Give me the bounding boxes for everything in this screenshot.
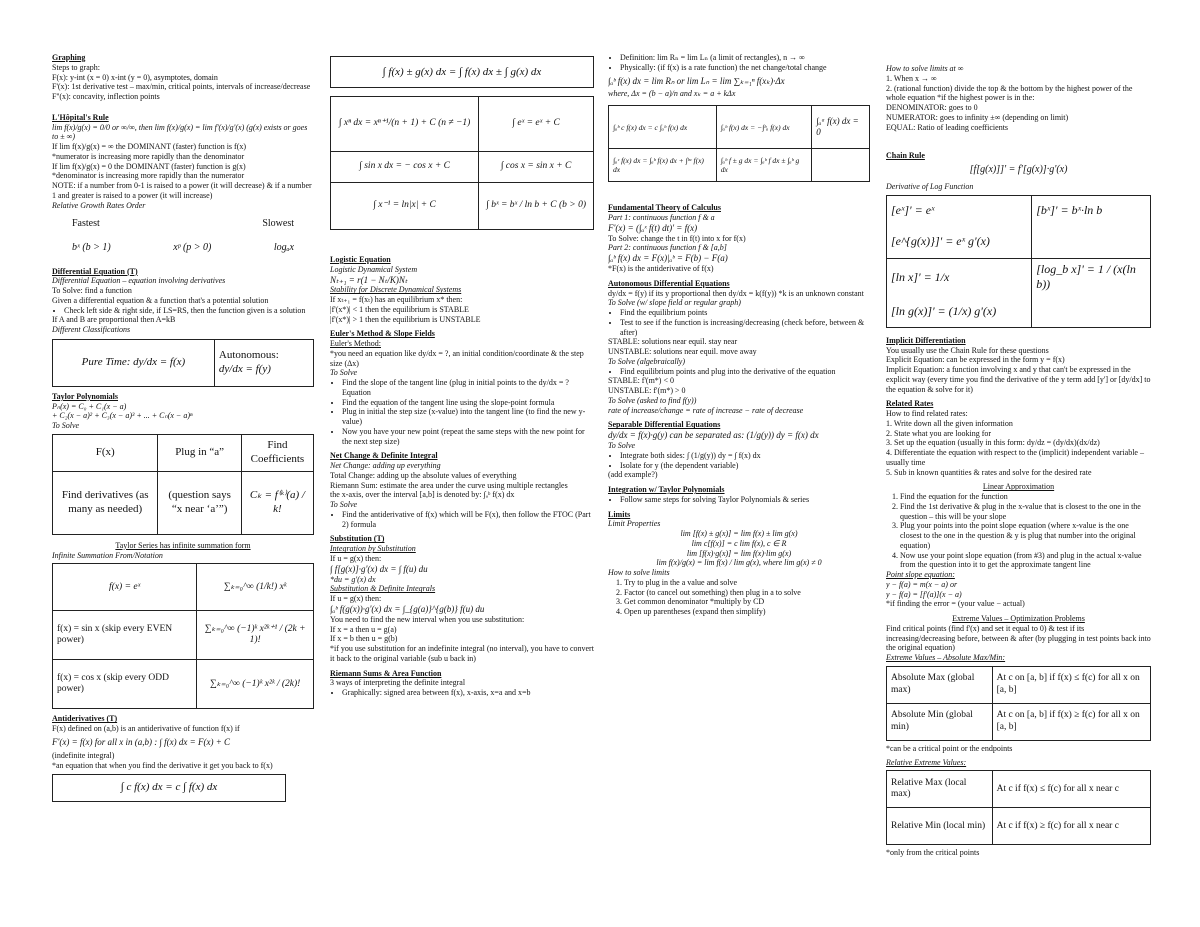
deriv-cell: [1032, 224, 1151, 259]
ftc-heading: Fundamental Theory of Calculus: [608, 203, 721, 213]
limits-step: 2. Factor (to cancel out something) then plug in a to solve: [624, 588, 870, 598]
subst-line: If x = b then u = g(b): [330, 634, 398, 644]
logistic-line: Nₜ₊₁ = r(1 − Nₜ/K)Nₜ: [330, 274, 408, 285]
integ-taylor-step: • Follow same steps for solving Taylor Polynomials & series: [620, 495, 870, 505]
ftc-line: F'(x) = (∫ₐˣ f(t) dt)' = f(x): [608, 222, 698, 233]
netchange-line: Total Change: adding up the absolute values of everything: [330, 470, 517, 480]
sep-line: dy/dx = f(x)·g(y) can be separated as: (1/g(y)) dy = f(x) dx: [608, 430, 819, 441]
limits-step: 1. Try to plug in the a value and solve: [624, 578, 870, 588]
ftc-line: Part 1: continuous function f & a: [608, 212, 715, 222]
taylor-header-cell: Find Coefficients: [241, 434, 313, 471]
growth-rates-header: [72, 218, 294, 230]
subst-line: If u = g(x) then:: [330, 594, 382, 604]
logistic-line: |f'(x*)| < 1 then the equilibrium is STABLE: [330, 304, 469, 314]
netchange-line: the x-axis, over the interval [a,b] is denoted by: ∫ₐᵇ f(x) dx: [330, 490, 515, 500]
ade-heading: Autonomous Differential Equations: [608, 278, 730, 288]
inf-line: NUMERATOR: goes to infinity ±∞ (depending on limit): [886, 112, 1069, 122]
lhopital-list: [52, 123, 314, 201]
opt-heading: Extreme Values – Optimization Problems: [952, 614, 1085, 624]
extrema-cell: Relative Max (local max): [887, 771, 993, 808]
ade-line: STABLE: f'(m*) < 0: [608, 376, 674, 386]
autonomous-label: Autonomous:: [218, 349, 279, 362]
absolute-extrema-table: [886, 666, 1151, 741]
pure-time-cell: Pure Time: dy/dx = f(x): [53, 339, 215, 386]
deriv-cell: [log_b x]' = 1 / (x(ln b)): [1032, 258, 1151, 295]
logistic-line: If xₜ₊₁ = f(xₜ) has an equilibrium x* then:: [330, 295, 463, 305]
riemann-heading: Riemann Sums & Area Function: [330, 668, 442, 678]
property-cell: [812, 149, 870, 182]
property-cell: ∫ₐᶜ f(x) dx = ∫ₐᵇ f(x) dx + ∫ᵇᶜ f(x) dx: [609, 149, 717, 182]
deriv-cell: [bˣ]' = bˣ·ln b: [1032, 195, 1151, 224]
inf-line: DENOMINATOR: goes to 0: [886, 103, 978, 112]
subst-line: *du = g'(x) dx: [330, 574, 376, 584]
implicit-line: Implicit Equation: a function involving x and y that can't be expressed in the explicit way (every time you find the derivative of the y term add [y'] or [dy/dx] to the equation & solve for it): [886, 365, 1151, 394]
graphing-list: [52, 63, 314, 102]
subst-line: You need to find the new interval when you use substitution:: [330, 614, 525, 624]
ftc-line: ∫ₐᵇ f(x) dx = F(x)|ₐᵇ = F(b) − F(a): [608, 253, 728, 264]
ade-line: rate of increase/change = rate of increase − rate of decrease: [608, 405, 804, 415]
deriv-cell: [ln x]' = 1/x: [887, 258, 1032, 295]
chain-heading: Chain Rule: [886, 151, 925, 161]
deriv-log-label: Derivative of Log Function: [886, 182, 974, 192]
subst-line: ∫ f[g(x)]·g'(x) dx = ∫ f(u) du: [330, 563, 428, 574]
netchange-heading: Net Change & Definite Integral: [330, 451, 438, 461]
subst-line: Integration by Substitution: [330, 544, 416, 554]
lhopital-line: *numerator is increasing more rapidly than the denominator: [52, 151, 245, 161]
column-4: [886, 0, 1151, 927]
antideriv-line: F'(x) = f(x) for all x in (a,b) : ∫ f(x) dx = F(x) + C: [52, 736, 231, 747]
limits-step: 4. Open up parentheses (expand then simplify): [624, 607, 870, 617]
extrema-cell: Relative Min (local min): [887, 808, 993, 845]
taylor-header-cell: Plug in “a”: [158, 434, 241, 471]
opt-line: Find critical points (find f'(x) and set it equal to 0) & test if its increasing/decreasing before, between & after (by plugging in test points back into the original equation): [886, 623, 1151, 653]
related-line: 4. Differentiate the equation with respect to the (implicit) independent variable – usually time: [886, 448, 1144, 467]
linear-step: 3. Plug your points into the point slope equation (where x-value is the one closest to the one in the question & y is plug that number into the original equation): [900, 521, 1151, 550]
implicit-line: Explicit Equation: can be expressed in the form y = f(x): [886, 355, 1065, 365]
limits-step: 3. Get common denominator *multiply by CD: [624, 597, 870, 607]
taylor-header-cell: F(x): [53, 434, 158, 471]
subst-line: If x = a then u = g(a): [330, 624, 397, 634]
subst-line: Substitution & Definite Integrals: [330, 584, 436, 594]
series-sum-cell: ∑ₖ₌₀^∞ (1/k!) xᵏ: [197, 564, 314, 611]
limits-line: lim c[f(x)] = c lim f(x), c ∈ R: [691, 538, 787, 548]
diffeq-line: Different Classifications: [52, 325, 131, 335]
sep-heading: Separable Differential Equations: [608, 420, 721, 430]
linear-line: y − f(a) = [f'(a)](x − a): [886, 589, 962, 599]
integral-properties-table: [608, 105, 870, 182]
limits-label: Limit Properties: [608, 519, 661, 529]
ftc-line: Part 2: continuous function f & [a,b]: [608, 243, 727, 253]
antideriv-line: *an equation that when you find the derivative it get you back to f(x): [52, 760, 273, 770]
related-line: 2. State what you are looking for: [886, 428, 992, 438]
inf-line: How to solve limits at ∞: [886, 64, 964, 73]
antideriv-line: (indefinite integral): [52, 750, 115, 760]
graphing-line: F'(x): 1st derivative test – max/min, critical points, intervals of increase/decrease: [52, 82, 311, 92]
ade-line: To Solve (w/ slope field or regular graph): [608, 298, 741, 308]
antideriv-line: F(x) defined on (a,b) is an antiderivative of function f(x) if: [52, 724, 240, 734]
taylor-cell: Cₖ = f⁽ᵏ⁾(a) / k!: [241, 471, 313, 534]
classification-table: [52, 339, 314, 387]
integral-rules-table: [330, 96, 594, 230]
fastest-label: Fastest: [72, 218, 100, 230]
lhopital-line: If lim f(x)/g(x) = ∞ the DOMINANT (faster) function is f(x): [52, 142, 247, 151]
series-sum-cell: ∑ₖ₌₀^∞ (−1)ᵏ x²ᵏ⁺¹ / (2k + 1)!: [197, 611, 314, 660]
euler-step: • Now you have your new point (repeat the same steps with the new point for the next step size): [342, 427, 594, 447]
column-1: [52, 0, 314, 927]
lhopital-line: If lim f(x)/g(x) = 0 the DOMINANT (faster) function is g(x): [52, 161, 246, 171]
subst-heading: Substitution (T): [330, 534, 385, 544]
ade-line: To Solve (algebraically): [608, 356, 686, 366]
rule-cell: ∫ cos x = sin x + C: [479, 152, 594, 183]
ftc-line: *F(x) is the antiderivative of f(x): [608, 264, 714, 274]
ade-line: UNSTABLE: solutions near equil. move away: [608, 347, 757, 357]
definition-line: where, Δx = (b − a)/n and xₖ = a + kΔx: [608, 89, 736, 99]
definition-line: • Physically: (if f(x) is a rate function) the net change/total change: [620, 63, 870, 73]
inf-line: 2. (rational function) divide the top & the bottom by the highest power of the whole equation *if the highest power is in the:: [886, 83, 1133, 103]
diffeq-list: [52, 276, 314, 335]
extrema-cell: Absolute Min (global min): [887, 703, 993, 740]
lhopital-line: lim f(x)/g(x) = 0/0 or ∞/∞, then lim f(x)/g(x) = lim f'(x)/g'(x) (g(x) exists or goes to ± ∞): [52, 122, 308, 142]
slowest-label: Slowest: [262, 218, 294, 230]
growth-rates-label: Relative Growth Rates Order: [52, 200, 146, 210]
logistic-line: Logistic Dynamical System: [330, 264, 418, 274]
ftc-line: To Solve: change the t in f(t) into x for f(x): [608, 233, 746, 243]
property-cell: ∫ₐᵇ f(x) dx = −∫ᵇₐ f(x) dx: [716, 106, 812, 149]
column-3: [608, 0, 870, 927]
inf-line: 1. When x → ∞: [886, 73, 937, 83]
graphing-line: F(x): y-int (x = 0) x-int (y = 0), asymptotes, domain: [52, 72, 218, 82]
deriv-log-table: [886, 195, 1151, 328]
ade-line: dy/dx = f(y) if its y proportional then dy/dx = k(f(y)) *k is an unknown constant: [608, 288, 864, 298]
sep-step: • Integrate both sides: ∫ (1/g(y)) dy = ∫ f(x) dx: [620, 451, 870, 461]
column-2: [330, 0, 594, 927]
taylor-cell: (question says “x near ‘a’”): [158, 471, 241, 534]
antideriv-heading: Antiderivatives (T): [52, 714, 118, 724]
euler-steps: [330, 378, 594, 446]
linear-step: 2. Find the 1st derivative & plug in the x-value that is closest to the one in the question – this will be your slope: [900, 502, 1151, 522]
rel-label: Relative Extreme Values:: [886, 757, 967, 767]
diffeq-line: If A and B are proportional then A=kB: [52, 315, 176, 325]
implicit-line: You usually use the Chain Rule for these questions: [886, 345, 1049, 355]
ade-line: To Solve (asked to find f(y)): [608, 395, 697, 405]
opt-line: Extreme Values – Absolute Max/Min:: [886, 653, 1006, 663]
limits-line: lim [f(x)·g(x)] = lim f(x)·lim g(x): [686, 548, 792, 558]
growth-item: logₐx: [273, 242, 294, 254]
deriv-cell: [1032, 295, 1151, 328]
diffeq-line: • Check left side & right side, if LS=RS, then the function given is a solution: [64, 306, 314, 316]
sep-note: (add example?): [608, 470, 658, 480]
series-heading: Taylor Series has infinite summation form: [115, 540, 251, 550]
taylor-cell: Find derivatives (as many as needed): [53, 471, 158, 534]
limits-line: lim f(x)/g(x) = lim f(x) / lim g(x), where lim g(x) ≠ 0: [656, 558, 822, 568]
series-label: Infinite Summation From/Notation: [52, 550, 163, 560]
growth-rates-order: [72, 242, 294, 254]
growth-item: bˣ (b > 1): [72, 242, 111, 254]
riemann-line: 3 ways of interpreting the definite integral: [330, 678, 466, 688]
rel-note: *only from the critical points: [886, 848, 980, 858]
series-table: [52, 563, 314, 709]
taylor-line: + C₂(x − a)² + C₃(x − a)³ + ... + Cₙ(x − a)ⁿ: [52, 411, 193, 421]
euler-step: • Find the equation of the tangent line using the slope-point formula: [342, 398, 594, 408]
rule-cell: ∫ xⁿ dx = xⁿ⁺¹/(n + 1) + C (n ≠ −1): [331, 97, 479, 152]
relative-extrema-table: [886, 770, 1151, 845]
related-line: 5. Sub in known quantities & rates and solve for the desired rate: [886, 467, 1092, 477]
integ-taylor-heading: Integration w/ Taylor Polynomials: [608, 485, 725, 495]
extrema-cell: Absolute Max (global max): [887, 666, 993, 703]
graphing-line: Steps to graph:: [52, 62, 100, 72]
netchange-line: To Solve: [330, 500, 358, 510]
implicit-heading: Implicit Differentiation: [886, 335, 966, 345]
related-line: 1. Write down all the given information: [886, 418, 1013, 428]
definition-line: ∫ₐᵇ f(x) dx = lim Rₙ or lim Lₙ = lim ∑ₖ₌₁ⁿ f(xₖ)·Δx: [608, 75, 785, 86]
ade-step: • Test to see if the function is increasing/decreasing (check before, between & after): [620, 318, 870, 338]
extrema-cell: At c on [a, b] if f(x) ≤ f(c) for all x on [a, b]: [992, 666, 1150, 703]
netchange-line: • Find the antiderivative of f(x) which will be F(x), then follow the FTOC (Part 2) formula: [342, 510, 594, 530]
linear-step: 4. Now use your point slope equation (from #3) and plug in the actual x-value from the question into it to get the approximate tangent line: [900, 551, 1151, 571]
abs-note: *can be a critical point or the endpoints: [886, 743, 1013, 753]
taylor-line: To Solve: [52, 421, 80, 431]
series-sum-cell: ∑ₖ₌₀^∞ (−1)ᵏ x²ᵏ / (2k)!: [197, 660, 314, 709]
logistic-line: Stability for Discrete Dynamical Systems: [330, 285, 462, 295]
diffeq-line: To Solve: find a function: [52, 286, 132, 296]
chain-eq: [f[g(x)]]' = f'[g(x)]·g'(x): [969, 164, 1068, 175]
linear-line: *if finding the error = (your value − actual): [886, 599, 1025, 609]
limits-heading: Limits: [608, 509, 631, 519]
related-line: 3. Set up the equation (usually in this form: dy/dz = (dy/dx)(dx/dz): [886, 438, 1100, 448]
deriv-cell: [eˣ]' = eˣ: [887, 195, 1032, 224]
logistic-heading: Logistic Equation: [330, 255, 391, 264]
related-heading: Related Rates: [886, 399, 934, 409]
limits-how: How to solve limits: [608, 568, 670, 578]
logistic-line: |f'(x*)| > 1 then the equilibrium is UNSTABLE: [330, 314, 481, 324]
extrema-cell: At c on [a, b] if f(x) ≥ f(c) for all x on [a, b]: [992, 703, 1150, 740]
antideriv-box: ∫ c f(x) dx = c ∫ f(x) dx: [52, 774, 286, 801]
sep-line: To Solve: [608, 441, 636, 451]
definition-list: [608, 53, 870, 73]
property-cell: ∫ₐᵇ c f(x) dx = c ∫ₐᵇ f(x) dx: [609, 106, 717, 149]
euler-subheading: Euler's Method:: [330, 339, 381, 349]
ade-step: • Find equilibrium points and plug into the derivative of the equation: [620, 367, 870, 377]
sum-rule-box: ∫ f(x) ± g(x) dx = ∫ f(x) dx ± ∫ g(x) dx: [330, 56, 594, 88]
subst-line: *if you use substitution for an indefinite integral (no interval), you have to convert it back to the original variable (sub u back in): [330, 644, 594, 663]
autonomous-cell: [214, 339, 313, 386]
linear-line: Point slope equation:: [886, 570, 955, 580]
inf-line: EQUAL: Ratio of leading coefficients: [886, 122, 1009, 132]
graphing-line: F''(x): concavity, inflection points: [52, 92, 160, 101]
subst-line: ∫ₐᵇ f(g(x))·g'(x) dx = ∫_{g(a)}^{g(b)} f(u) du: [330, 603, 485, 614]
series-func-cell: f(x) = cos x (skip every ODD power): [53, 660, 197, 709]
diffeq-heading: Differential Equation (T): [52, 266, 138, 276]
rule-cell: ∫ bˣ = bˣ / ln b + C (b > 0): [479, 183, 594, 230]
ade-line: UNSTABLE: f'(m*) > 0: [608, 386, 686, 396]
growth-item: xᵖ (p > 0): [173, 242, 212, 254]
diffeq-line: Given a differential equation & a function that's a potential solution: [52, 295, 269, 305]
lhopital-line: *denominator is increasing more rapidly than the numerator: [52, 171, 245, 181]
linear-step: 1. Find the equation for the function: [900, 492, 1151, 502]
series-func-cell: f(x) = eˣ: [53, 564, 197, 611]
linear-line: y − f(a) = m(x − a) or: [886, 579, 958, 589]
graphing-heading: Graphing: [52, 53, 86, 62]
riemann-line: • Graphically: signed area between f(x), x-axis, x=a and x=b: [342, 688, 594, 698]
lhopital-heading: L'Hôpital's Rule: [52, 112, 109, 122]
extrema-cell: At c if f(x) ≤ f(c) for all x near c: [992, 771, 1150, 808]
lhopital-line: NOTE: if a number from 0-1 is raised to a power (it will decrease) & if a number 1 and greater is raised to a power (it will increase): [52, 181, 312, 200]
property-cell: ∫ₐᵇ f ± g dx = ∫ₐᵇ f dx ± ∫ₐᵇ g dx: [716, 149, 812, 182]
linear-heading: Linear Approximation: [982, 482, 1055, 492]
netchange-line: Net Change: adding up everything: [330, 461, 441, 471]
euler-heading: Euler's Method & Slope Fields: [330, 329, 435, 339]
rule-cell: ∫ eˣ = eˣ + C: [479, 97, 594, 152]
definition-line: • Definition: lim Rₙ = lim Lₙ (a limit of rectangles), n → ∞: [620, 53, 870, 63]
euler-line: *you need an equation like dy/dx = ?, an initial condition/coordinate & the step size (Δx): [330, 348, 584, 368]
taylor-table: [52, 434, 314, 535]
series-func-cell: f(x) = sin x (skip every EVEN power): [53, 611, 197, 660]
sep-step: • Isolate for y (the dependent variable): [620, 461, 870, 471]
extrema-cell: At c if f(x) ≥ f(c) for all x near c: [992, 808, 1150, 845]
subst-line: If u = g(x) then:: [330, 553, 382, 563]
taylor-heading: Taylor Polynomials: [52, 391, 119, 401]
ade-step: • Find the equilibrium points: [620, 308, 870, 318]
autonomous-eq: dy/dx = f(y): [218, 362, 271, 375]
euler-line: To Solve: [330, 368, 358, 378]
deriv-cell: [ln g(x)]' = (1/x) g'(x): [887, 295, 1032, 328]
euler-step: • Find the slope of the tangent line (plug in initial points to the dy/dx = ? Equation: [342, 378, 594, 398]
diffeq-line: Differential Equation – equation involving derivatives: [52, 276, 226, 286]
euler-step: • Plug in initial the step size (x-value) into the tangent line (to find the new y-value): [342, 407, 594, 427]
limits-line: lim [f(x) ± g(x)] = lim f(x) ± lim g(x): [680, 529, 798, 539]
taylor-line: Pₙ(x) = C₀ + C₁(x − a): [52, 401, 127, 411]
property-cell: ∫ₐᵃ f(x) dx = 0: [812, 106, 870, 149]
related-line: How to find related rates:: [886, 409, 968, 419]
deriv-cell: [e^{g(x)}]' = eˣ g'(x): [887, 224, 1032, 259]
rule-cell: ∫ x⁻¹ = ln|x| + C: [331, 183, 479, 230]
netchange-line: Riemann Sum: estimate the area under the curve using multiple rectangles: [330, 480, 568, 490]
ade-line: STABLE: solutions near equil. stay near: [608, 337, 738, 347]
rule-cell: ∫ sin x dx = − cos x + C: [331, 152, 479, 183]
